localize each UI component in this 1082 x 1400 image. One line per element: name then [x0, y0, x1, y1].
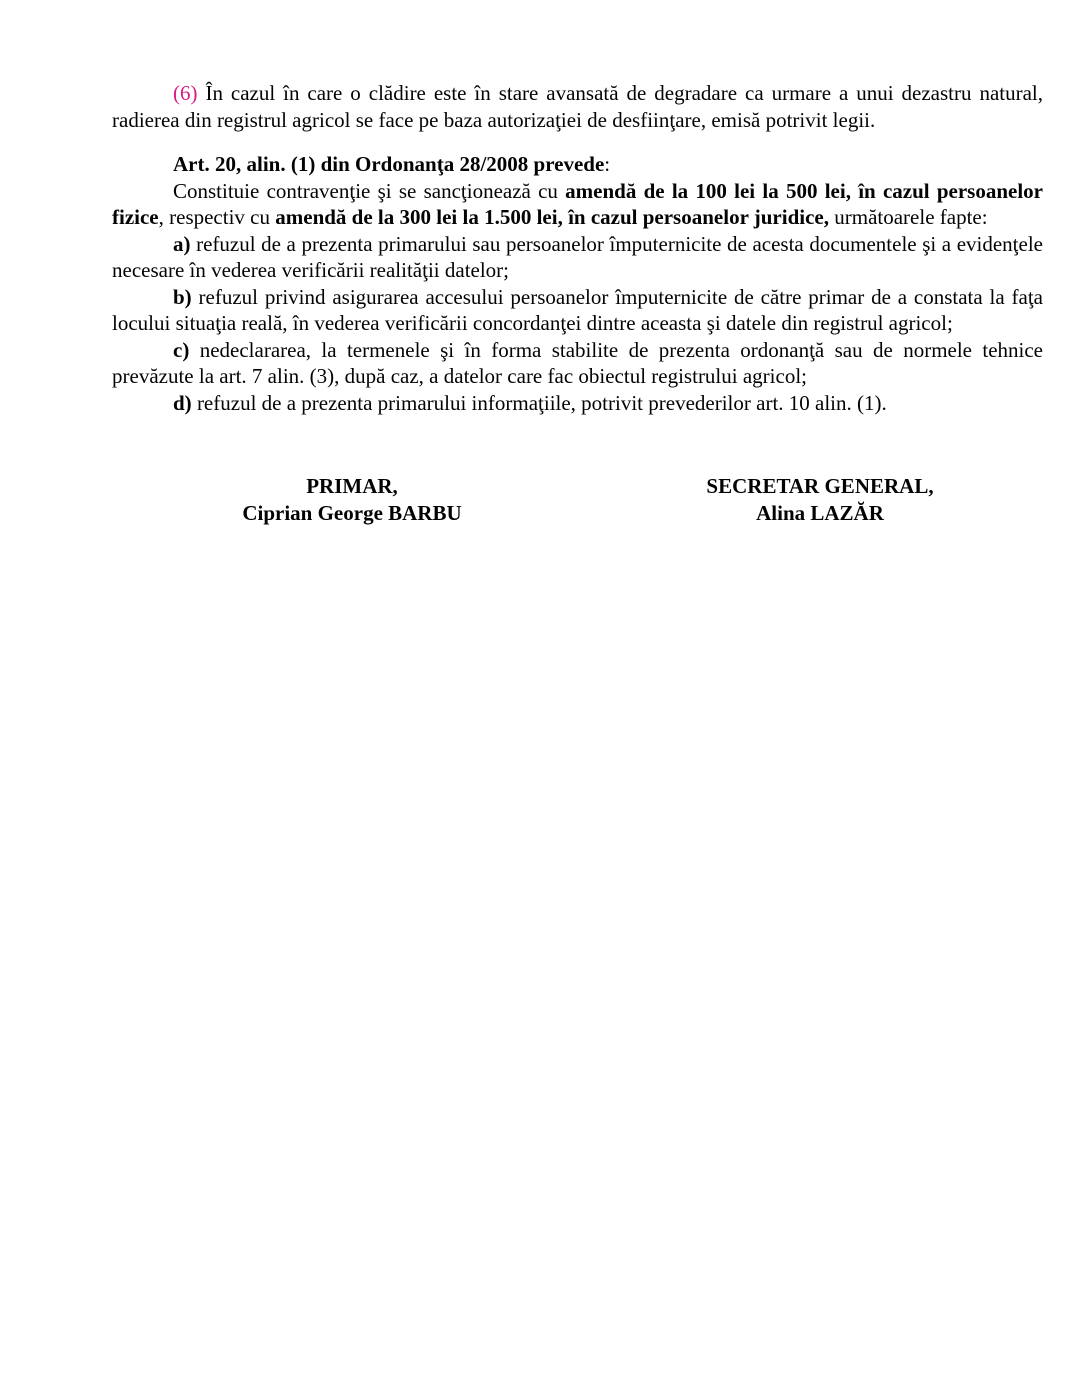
list-item-c-text: nedeclararea, la termenele şi în forma stabilite de prezenta ordonanţă sau de normele tehnice prevăzute la art. 7 alin. (3), după caz, a datelor care fac obiectul registrului agricol;	[112, 337, 1044, 388]
list-item-a-marker: a)	[173, 231, 191, 256]
signature-secretary-title: SECRETAR GENERAL,	[706, 474, 934, 498]
intro-middle-text: , respectiv cu	[158, 205, 276, 229]
signature-block-secretary	[650, 473, 990, 527]
intro-fine-individuals: amendă de la 100 lei la 500 lei, în cazul persoanelor fizice	[112, 178, 1043, 229]
list-item-d-marker: d)	[173, 390, 192, 415]
list-item-c-marker: c)	[173, 337, 190, 362]
list-item-d-text: refuzul de a prezenta primarului informaţiile, potrivit prevederilor art. 10 alin. (1).	[196, 390, 887, 415]
intro-tail-text: următoarele fapte:	[829, 205, 988, 229]
clause-6-text: În cazul în care o clădire este în stare avansată de degradare ca urmare a unui dezastru natural, radierea din registrul agricol se face pe baza autorizaţiei de desfiinţare, emisă potrivit legii.	[112, 81, 1043, 132]
list-item-b	[112, 284, 1043, 337]
article-heading	[112, 151, 1043, 178]
signature-mayor-name: Ciprian George BARBU	[242, 501, 462, 525]
list-item-b-text: refuzul privind asigurarea accesului persoanelor împuternicite de către primar de a constata la faţa locului situaţia reală, în vederea verificării concordanţei dintre aceasta şi datele din registrul agricol;	[112, 284, 1043, 335]
signature-block-mayor	[192, 473, 512, 527]
list-item-d	[112, 390, 1043, 417]
document-body	[112, 80, 1043, 416]
list-item-b-marker: b)	[173, 284, 192, 309]
paragraph-intro	[112, 178, 1043, 231]
clause-6-marker: (6)	[173, 81, 198, 105]
list-item-c	[112, 337, 1043, 390]
intro-fine-legal-entities: amendă de la 300 lei la 1.500 lei, în cazul persoanelor juridice,	[275, 205, 829, 229]
article-heading-text: Art. 20, alin. (1) din Ordonanţa 28/2008 prevede	[173, 152, 605, 176]
intro-lead-text: Constituie contravenţie şi se sancţionează cu	[173, 178, 566, 203]
list-item-a-text: refuzul de a prezenta primarului sau persoanelor împuternicite de acesta documentele şi a evidenţele necesare în vederea verificării realităţii datelor;	[112, 231, 1043, 282]
paragraph-clause-6	[112, 80, 1043, 133]
signature-secretary-name: Alina LAZĂR	[756, 501, 884, 525]
article-heading-colon: :	[604, 152, 611, 176]
signature-mayor-title: PRIMAR,	[306, 474, 398, 498]
list-item-a	[112, 231, 1043, 284]
